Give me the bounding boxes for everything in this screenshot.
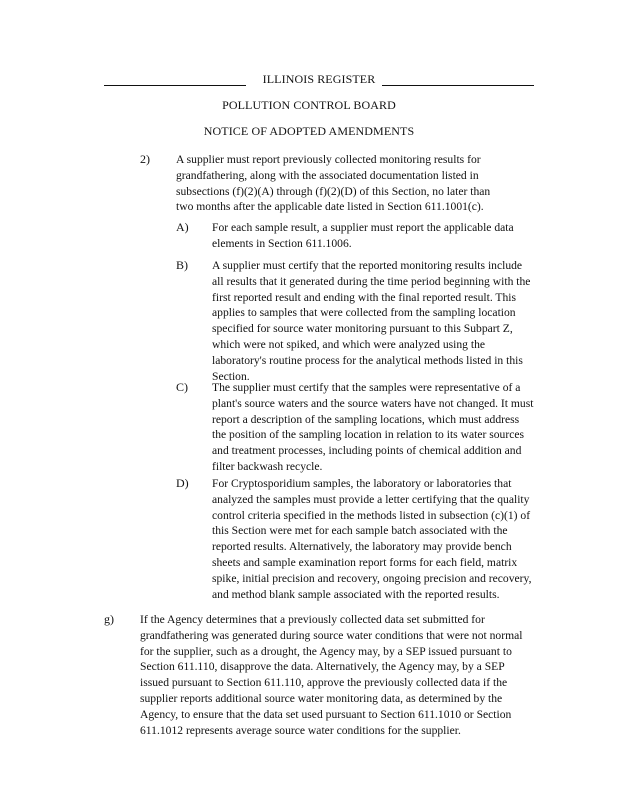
subitem-label: D) (176, 476, 189, 490)
board-title: POLLUTION CONTROL BOARD (222, 98, 396, 112)
register-header (104, 72, 534, 86)
register-title: ILLINOIS REGISTER (262, 72, 376, 86)
item-paragraph: If the Agency determines that a previously collected data set submitted for grandfathering was generated during source water conditions that were not normal for the supplier, such as a drought, the Agency may, by a SEP issued pursuant to Section 611.110, disapprove the data. Alternatively, the Agency may, by a SEP issued pursuant to Section 611.110, approve the previously collected data if the supplier reports additional source water monitoring data, as determined by the Agency, to ensure that the data set used pursuant to Section 611.1010 or Section 611.1012 represents average source water conditions for the supplier. (140, 613, 523, 737)
subitem-paragraph: For Cryptosporidium samples, the laboratory or laboratories that analyzed the samples must provide a letter certifying that the quality control criteria specified in the methods listed in subsection (c)(1) of this Section were met for each sample batch associated with the reported results. Alternatively, the laboratory may provide bench sheets and sample examination report forms for each field, matrix spike, initial precision and recovery, ongoing precision and recovery, and method blank sample associated with the reported results. (212, 477, 532, 601)
item-paragraph: A supplier must report previously collected monitoring results for grandfathering, along with the associated documentation listed in subsections (f)(2)(A) through (f)(2)(D) of this Section, no later than two months after the applicable date listed in Section 611.1001(c). (176, 153, 491, 214)
notice-title: NOTICE OF ADOPTED AMENDMENTS (203, 124, 415, 138)
subitem-paragraph: For each sample result, a supplier must report the applicable data elements in Section 611.1006. (212, 221, 514, 250)
item-label: 2) (140, 152, 150, 166)
subitem-label: A) (176, 220, 189, 234)
subitem-paragraph: A supplier must certify that the reported monitoring results include all results that it generated during the time period beginning with the first reported result and ending with the final reported result. This applies to samples that were collected from the sampling location specified for source water monitoring pursuant to this Subpart Z, which were not spiked, and which were analyzed using the laboratory's routine process for the analytical methods listed in this Section. (212, 259, 531, 383)
subitem-label: B) (176, 258, 188, 272)
item-label: g) (104, 612, 114, 626)
subitem-label: C) (176, 380, 188, 394)
subitem-paragraph: The supplier must certify that the samples were representative of a plant's source waters and the source waters have not changed. It must report a description of the sampling locations, which must address the position of the sampling location in relation to its water sources and treatment processes, including points of chemical addition and filter backwash recycle. (212, 381, 534, 473)
